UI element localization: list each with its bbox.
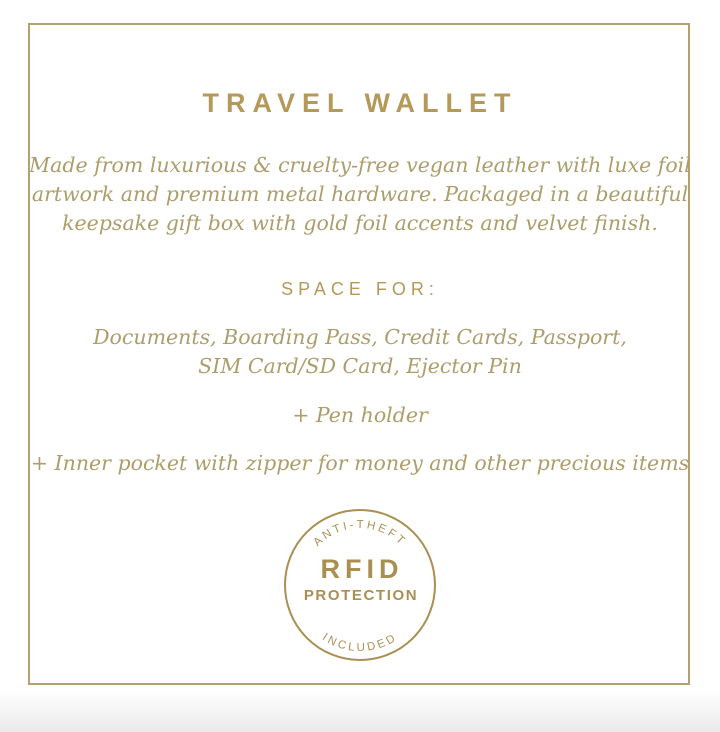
space-for-line: Documents, Boarding Pass, Credit Cards, Passport, [93, 325, 627, 349]
description-line: keepsake gift box with gold foil accents and velvet finish. [62, 211, 658, 235]
product-description [0, 151, 720, 238]
badge-circle-icon [285, 510, 435, 660]
page-title: TRAVEL WALLET [202, 88, 518, 118]
badge-rfid-text: RFID [320, 554, 404, 584]
svg-text:INCLUDED [320, 631, 400, 654]
page-bottom-fade [0, 690, 720, 732]
badge-arc-bottom-text: INCLUDED [320, 631, 400, 655]
description-line: artwork and premium metal hardware. Packaged in a beautiful [31, 182, 689, 206]
feature-inner-pocket: + Inner pocket with zipper for money and other precious items [30, 451, 690, 475]
space-for-heading: SPACE FOR: [281, 279, 439, 299]
space-for-line: SIM Card/SD Card, Ejector Pin [198, 354, 522, 378]
space-for-list [0, 323, 720, 381]
description-line: Made from luxurious & cruelty-free vegan leather with luxe foil [29, 153, 691, 177]
badge-protection-text: PROTECTION [303, 587, 419, 604]
feature-pen-holder: + Pen holder [292, 403, 428, 427]
svg-text:ANTI-THEFT [311, 519, 408, 549]
badge-arc-top-text: ANTI-THEFT [311, 518, 409, 549]
rfid-badge [282, 507, 438, 663]
